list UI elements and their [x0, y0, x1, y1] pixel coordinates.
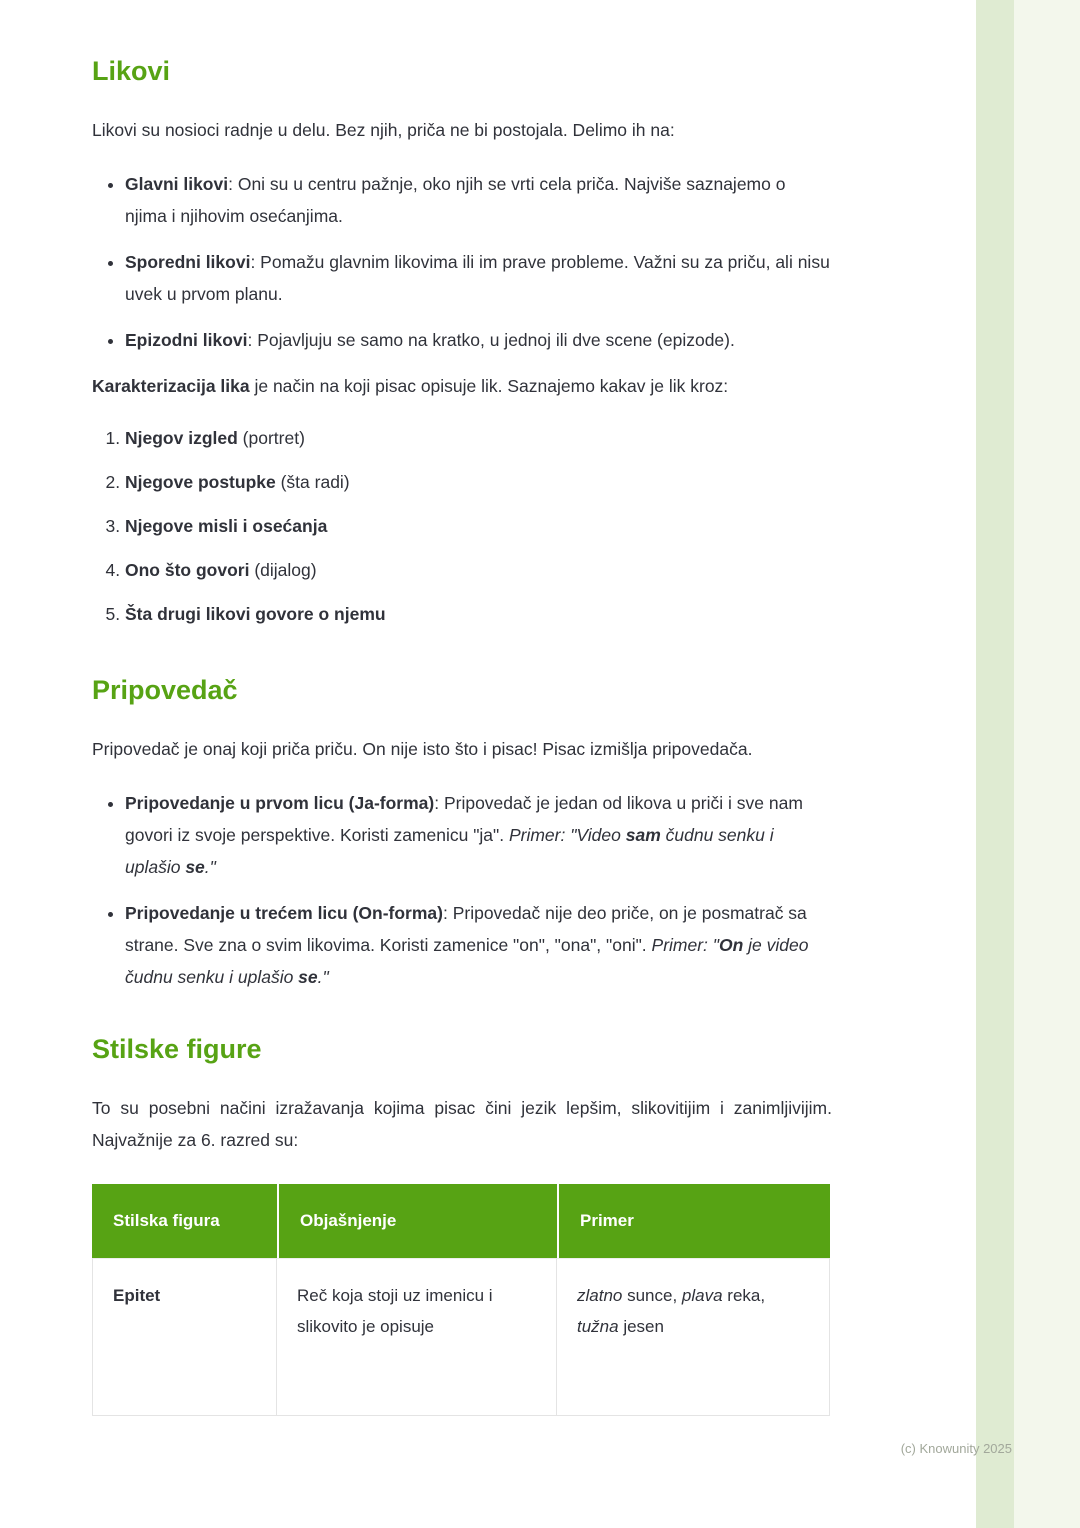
- item-normal: (portret): [237, 428, 305, 448]
- list-item: [125, 168, 832, 232]
- list-item: [125, 324, 832, 356]
- numbered-item: [125, 466, 832, 498]
- table-header-row: [92, 1184, 830, 1258]
- section-title-pripovedac: Pripovedač: [92, 675, 238, 705]
- text-segment: plava: [681, 1286, 723, 1305]
- item-bold: Njegove misli i osećanja: [125, 516, 328, 536]
- stilske-figure-table: [92, 1184, 830, 1416]
- right-margin-band: [1014, 0, 1080, 1528]
- text-segment: zlatno: [577, 1286, 623, 1305]
- text-segment: sam: [625, 825, 661, 845]
- text-segment: : Pripovedač je jedan od likova u priči i sve nam govori iz svoje perspektive. Koristi zamenicu "ja".: [125, 793, 803, 845]
- text-segment: tužna: [577, 1317, 619, 1336]
- item-bold: Njegove postupke: [125, 472, 276, 492]
- pripovedac-bullet-list: [92, 787, 832, 993]
- text-segment: jesen: [618, 1317, 664, 1336]
- text-segment: se: [185, 857, 205, 877]
- text-segment: reka,: [722, 1286, 766, 1305]
- text-segment: Primer: "Video: [508, 825, 626, 845]
- cell-objasnjenje: Reč koja stoji uz imenicu i slikovito je opisuje: [277, 1258, 557, 1416]
- likovi-bullet-list: [92, 168, 832, 356]
- text-segment: On: [718, 935, 744, 955]
- cell-figura: Epitet: [92, 1258, 277, 1416]
- section-title-stilske-figure: Stilske figure: [92, 1034, 262, 1064]
- bullet-lead: Epizodni likovi: [125, 330, 248, 350]
- karakterizacija-numbered-list: [92, 422, 832, 630]
- cell-primer: [557, 1258, 830, 1416]
- text-segment: .": [317, 967, 329, 987]
- pripovedac-intro-paragraph: Pripovedač je onaj koji priča priču. On nije isto što i pisac! Pisac izmišlja pripovedača.: [92, 739, 753, 759]
- item-normal: (dijalog): [249, 560, 317, 580]
- bullet-lead: Sporedni likovi: [125, 252, 251, 272]
- numbered-item: [125, 510, 832, 542]
- item-bold: Njegov izgled: [125, 428, 238, 448]
- text-segment: .": [204, 857, 216, 877]
- likovi-intro-paragraph: Likovi su nosioci radnje u delu. Bez njih, priča ne bi postojala. Delimo ih na:: [92, 120, 675, 140]
- numbered-item: [125, 422, 832, 454]
- bullet-text: : Oni su u centru pažnje, oko njih se vrti cela priča. Najviše saznajemo o njima i njihovim osećanjima.: [125, 174, 786, 226]
- text-segment: : Pripovedač nije deo priče, on je posmatrač sa strane. Sve zna o svim likovima. Koristi zamenice "on", "ona", "oni".: [125, 903, 807, 955]
- text-segment: sunce,: [622, 1286, 682, 1305]
- section-title-likovi: Likovi: [92, 56, 171, 86]
- paragraph-lead: Karakterizacija lika: [92, 376, 250, 396]
- column-header-primer: Primer: [557, 1184, 830, 1258]
- list-item: [125, 246, 832, 310]
- item-bold: Šta drugi likovi govore o njemu: [125, 604, 386, 624]
- item-normal: (šta radi): [275, 472, 350, 492]
- text-segment: Pripovedanje u prvom licu (Ja-forma): [125, 793, 435, 813]
- watermark: (c) Knowunity 2025: [900, 1441, 1012, 1456]
- paragraph-text: je način na koji pisac opisuje lik. Saznajemo kakav je lik kroz:: [249, 376, 729, 396]
- numbered-item: [125, 554, 832, 586]
- bullet-lead: Glavni likovi: [125, 174, 229, 194]
- karakterizacija-paragraph: [92, 370, 832, 402]
- text-segment: čudnu senku i uplašio: [125, 825, 774, 877]
- column-header-figura: Stilska figura: [92, 1184, 277, 1258]
- numbered-item: [125, 598, 832, 630]
- document-content: [92, 0, 832, 1416]
- text-segment: se: [298, 967, 318, 987]
- bullet-text: : Pojavljuju se samo na kratko, u jednoj ili dve scene (epizode).: [247, 330, 735, 350]
- column-header-objasnjenje: Objašnjenje: [277, 1184, 557, 1258]
- text-segment: Pripovedanje u trećem licu (On-forma): [125, 903, 443, 923]
- stilske-intro-paragraph: To su posebni načini izražavanja kojima pisac čini jezik lepšim, slikovitijim i zanimljivijim. Najvažnije za 6. razred su:: [92, 1098, 832, 1150]
- list-item: [125, 897, 832, 993]
- item-bold: Ono što govori: [125, 560, 250, 580]
- text-segment: je video čudnu senku i uplašio: [125, 935, 809, 987]
- right-green-stripe: [976, 0, 1014, 1528]
- text-segment: Primer: ": [651, 935, 719, 955]
- table-row: [92, 1258, 830, 1416]
- bullet-text: : Pomažu glavnim likovima ili im prave probleme. Važni su za priču, ali nisu uvek u prvom planu.: [125, 252, 830, 304]
- list-item: [125, 787, 832, 883]
